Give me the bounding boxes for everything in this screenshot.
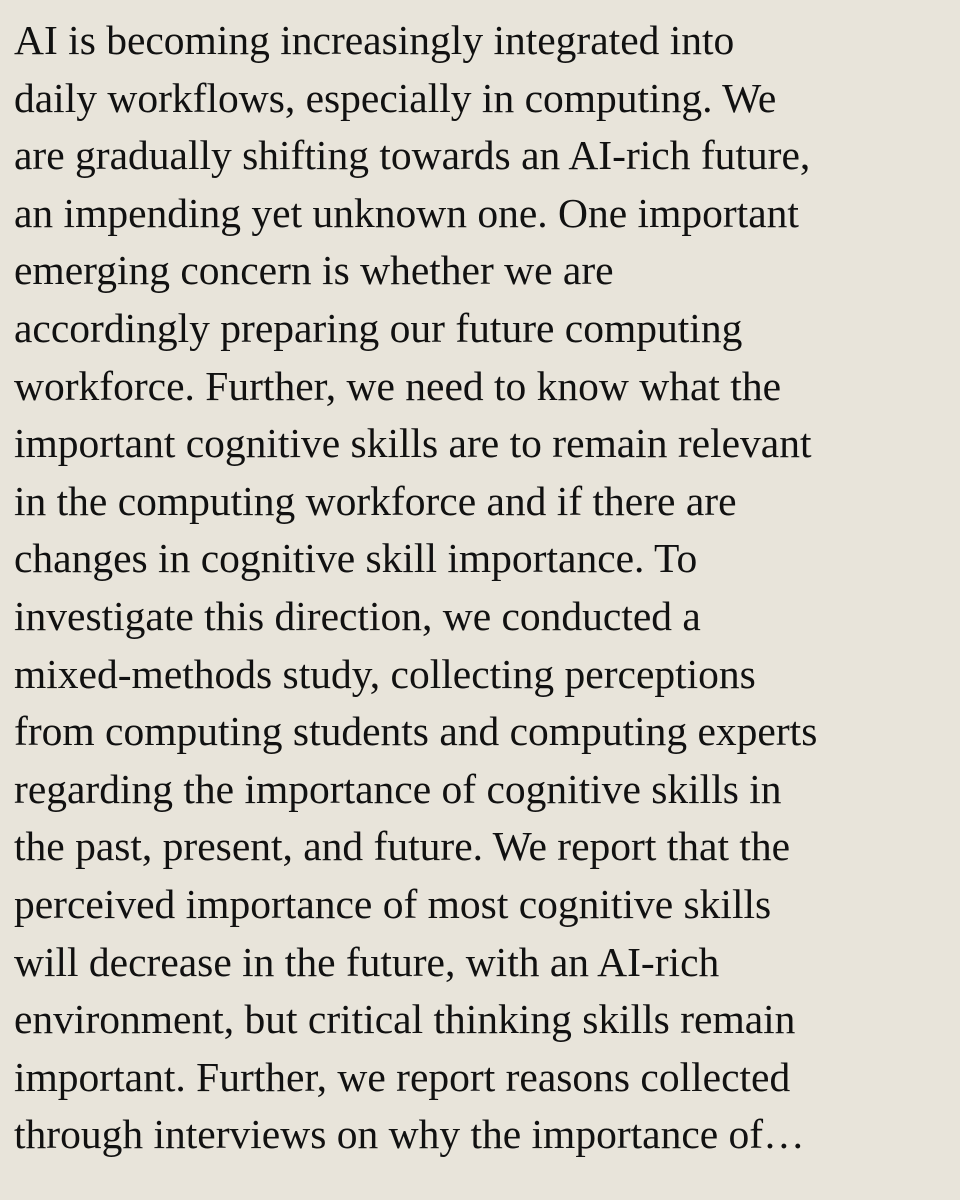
text-line: environment, but critical thinking skills remain (14, 996, 796, 1043)
text-line: mixed-methods study, collecting perceptions (14, 650, 756, 697)
text-line: perceived importance of most cognitive skills (14, 880, 772, 927)
text-line: the past, present, and future. We report that the (14, 823, 791, 870)
text-line: will decrease in the future, with an AI-rich (14, 938, 720, 985)
text-line: through interviews on why the importance of… (14, 1111, 805, 1158)
text-line: emerging concern is whether we are (14, 247, 614, 294)
text-line: accordingly preparing our future computing (14, 304, 743, 351)
abstract-text (14, 12, 946, 1164)
text-line: in the computing workforce and if there are (14, 477, 737, 524)
text-line: AI is becoming increasingly integrated into (14, 17, 735, 63)
text-line: important. Further, we report reasons collected (14, 1053, 791, 1100)
text-line: daily workflows, especially in computing. We (14, 74, 777, 121)
text-line: investigate this direction, we conducted a (14, 592, 701, 639)
text-line: regarding the importance of cognitive skills in (14, 765, 782, 812)
text-line: from computing students and computing experts (14, 708, 818, 755)
text-line: an impending yet unknown one. One important (14, 189, 799, 236)
text-line: are gradually shifting towards an AI-rich future, (14, 132, 811, 179)
text-line: workforce. Further, we need to know what the (14, 362, 782, 409)
text-line: important cognitive skills are to remain relevant (14, 420, 812, 467)
text-line: changes in cognitive skill importance. To (14, 535, 698, 582)
